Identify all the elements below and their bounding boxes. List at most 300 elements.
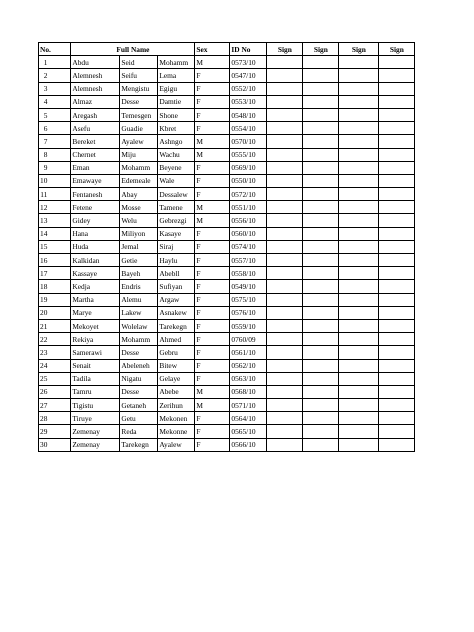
cell-sign-4 [379, 108, 415, 121]
cell-sex: F [195, 122, 230, 135]
cell-sign-3 [339, 254, 379, 267]
cell-grandfather-name: Tarekegn [158, 319, 195, 332]
cell-father-name: Guadie [120, 122, 158, 135]
cell-father-name: Reda [120, 425, 158, 438]
cell-first-name: Samerawi [71, 346, 120, 359]
header-row [39, 43, 415, 56]
cell-father-name: Temesgen [120, 108, 158, 121]
table-row [39, 240, 415, 253]
cell-sign-2 [303, 148, 339, 161]
cell-father-name: Miliyon [120, 227, 158, 240]
cell-sign-1 [267, 227, 303, 240]
cell-sign-4 [379, 201, 415, 214]
cell-first-name: Bereket [71, 135, 120, 148]
cell-sign-1 [267, 148, 303, 161]
cell-grandfather-name: Dessalew [158, 188, 195, 201]
cell-no: 27 [39, 399, 71, 412]
cell-father-name: Ayalew [120, 135, 158, 148]
cell-father-name: Mohamm [120, 161, 158, 174]
cell-grandfather-name: Tamene [158, 201, 195, 214]
cell-id-no: 0562/10 [230, 359, 267, 372]
cell-first-name: Eman [71, 161, 120, 174]
table-row [39, 108, 415, 121]
cell-sign-2 [303, 69, 339, 82]
cell-no: 23 [39, 346, 71, 359]
cell-id-no: 0552/10 [230, 82, 267, 95]
cell-sign-1 [267, 122, 303, 135]
cell-sign-2 [303, 412, 339, 425]
cell-father-name: Seid [120, 56, 158, 69]
cell-first-name: Chernet [71, 148, 120, 161]
cell-sign-3 [339, 412, 379, 425]
cell-id-no: 0568/10 [230, 385, 267, 398]
cell-father-name: Edemeale [120, 174, 158, 187]
cell-sex: F [195, 69, 230, 82]
cell-sign-2 [303, 108, 339, 121]
cell-sign-1 [267, 306, 303, 319]
cell-id-no: 0550/10 [230, 174, 267, 187]
cell-sign-1 [267, 161, 303, 174]
cell-father-name: Lakew [120, 306, 158, 319]
cell-sign-3 [339, 333, 379, 346]
cell-id-no: 0564/10 [230, 412, 267, 425]
cell-father-name: Seifu [120, 69, 158, 82]
table-row [39, 372, 415, 385]
table-row [39, 56, 415, 69]
cell-sign-3 [339, 135, 379, 148]
cell-sign-3 [339, 122, 379, 135]
cell-first-name: Tamru [71, 385, 120, 398]
cell-first-name: Kalkidan [71, 254, 120, 267]
cell-id-no: 0563/10 [230, 372, 267, 385]
table-row [39, 385, 415, 398]
table-row [39, 346, 415, 359]
cell-sign-2 [303, 385, 339, 398]
table-row [39, 280, 415, 293]
cell-no: 3 [39, 82, 71, 95]
table-row [39, 399, 415, 412]
cell-first-name: Tiruye [71, 412, 120, 425]
cell-sign-4 [379, 188, 415, 201]
table-row [39, 267, 415, 280]
cell-sign-1 [267, 346, 303, 359]
cell-id-no: 0555/10 [230, 148, 267, 161]
cell-sign-3 [339, 319, 379, 332]
cell-sign-2 [303, 188, 339, 201]
cell-sign-4 [379, 267, 415, 280]
cell-no: 17 [39, 267, 71, 280]
cell-sex: F [195, 267, 230, 280]
cell-sex: F [195, 293, 230, 306]
table-row [39, 425, 415, 438]
table-row [39, 188, 415, 201]
table-row [39, 293, 415, 306]
cell-sign-4 [379, 56, 415, 69]
cell-sign-1 [267, 319, 303, 332]
table-row [39, 412, 415, 425]
cell-no: 6 [39, 122, 71, 135]
cell-no: 11 [39, 188, 71, 201]
cell-sign-4 [379, 333, 415, 346]
cell-id-no: 0569/10 [230, 161, 267, 174]
cell-sign-1 [267, 359, 303, 372]
cell-sign-4 [379, 385, 415, 398]
cell-sign-1 [267, 95, 303, 108]
cell-sign-1 [267, 333, 303, 346]
cell-no: 1 [39, 56, 71, 69]
table-row [39, 82, 415, 95]
cell-id-no: 0561/10 [230, 346, 267, 359]
cell-sign-1 [267, 201, 303, 214]
cell-sign-3 [339, 385, 379, 398]
cell-sign-4 [379, 372, 415, 385]
cell-sign-4 [379, 280, 415, 293]
cell-sign-2 [303, 319, 339, 332]
cell-sign-4 [379, 254, 415, 267]
cell-sign-1 [267, 425, 303, 438]
table-body [39, 56, 415, 452]
cell-sign-3 [339, 214, 379, 227]
cell-father-name: Abay [120, 188, 158, 201]
header-sign-1: Sign [267, 43, 303, 56]
cell-grandfather-name: Mekonen [158, 412, 195, 425]
cell-grandfather-name: Wachu [158, 148, 195, 161]
cell-id-no: 0559/10 [230, 319, 267, 332]
cell-sign-1 [267, 280, 303, 293]
cell-first-name: Kassaye [71, 267, 120, 280]
cell-sex: F [195, 319, 230, 332]
cell-id-no: 0558/10 [230, 267, 267, 280]
cell-first-name: Almaz [71, 95, 120, 108]
cell-sign-2 [303, 240, 339, 253]
cell-grandfather-name: Ashngo [158, 135, 195, 148]
cell-sign-2 [303, 122, 339, 135]
cell-sex: F [195, 412, 230, 425]
cell-first-name: Gidey [71, 214, 120, 227]
cell-grandfather-name: Egigu [158, 82, 195, 95]
cell-grandfather-name: Abebe [158, 385, 195, 398]
cell-sign-4 [379, 227, 415, 240]
cell-sex: F [195, 95, 230, 108]
cell-id-no: 0557/10 [230, 254, 267, 267]
cell-id-no: 0556/10 [230, 214, 267, 227]
cell-no: 30 [39, 438, 71, 451]
cell-sex: F [195, 425, 230, 438]
cell-sign-3 [339, 240, 379, 253]
cell-sign-4 [379, 161, 415, 174]
cell-sex: M [195, 148, 230, 161]
cell-first-name: Kedja [71, 280, 120, 293]
cell-no: 25 [39, 372, 71, 385]
table-row [39, 359, 415, 372]
header-id-no: ID No [230, 43, 267, 56]
cell-father-name: Alemu [120, 293, 158, 306]
cell-grandfather-name: Kasaye [158, 227, 195, 240]
table-row [39, 161, 415, 174]
cell-no: 21 [39, 319, 71, 332]
cell-first-name: Zemenay [71, 438, 120, 451]
cell-sign-4 [379, 293, 415, 306]
cell-sign-2 [303, 333, 339, 346]
cell-father-name: Mengistu [120, 82, 158, 95]
cell-sign-2 [303, 161, 339, 174]
cell-sign-1 [267, 69, 303, 82]
cell-no: 15 [39, 240, 71, 253]
cell-sign-4 [379, 240, 415, 253]
cell-sign-2 [303, 227, 339, 240]
cell-sign-3 [339, 148, 379, 161]
cell-first-name: Marye [71, 306, 120, 319]
cell-sign-2 [303, 293, 339, 306]
cell-sex: M [195, 399, 230, 412]
cell-sex: F [195, 346, 230, 359]
cell-sign-2 [303, 82, 339, 95]
header-full-name: Full Name [71, 43, 195, 56]
cell-first-name: Abdu [71, 56, 120, 69]
cell-sign-3 [339, 438, 379, 451]
cell-sex: M [195, 135, 230, 148]
header-sign-3: Sign [339, 43, 379, 56]
cell-sign-3 [339, 227, 379, 240]
cell-sign-4 [379, 148, 415, 161]
cell-father-name: Miju [120, 148, 158, 161]
cell-sex: F [195, 82, 230, 95]
cell-grandfather-name: Lema [158, 69, 195, 82]
cell-sign-3 [339, 280, 379, 293]
attendance-table [38, 42, 415, 452]
cell-father-name: Endris [120, 280, 158, 293]
cell-sign-1 [267, 214, 303, 227]
cell-id-no: 0760/09 [230, 333, 267, 346]
cell-grandfather-name: Gebru [158, 346, 195, 359]
cell-no: 2 [39, 69, 71, 82]
cell-sign-1 [267, 399, 303, 412]
cell-no: 10 [39, 174, 71, 187]
cell-no: 20 [39, 306, 71, 319]
cell-first-name: Alemnesh [71, 82, 120, 95]
cell-sex: F [195, 254, 230, 267]
cell-sign-4 [379, 438, 415, 451]
cell-sign-3 [339, 161, 379, 174]
cell-sign-3 [339, 293, 379, 306]
cell-id-no: 0549/10 [230, 280, 267, 293]
cell-no: 14 [39, 227, 71, 240]
cell-grandfather-name: Beyene [158, 161, 195, 174]
cell-sex: F [195, 240, 230, 253]
cell-sign-1 [267, 174, 303, 187]
cell-first-name: Tigistu [71, 399, 120, 412]
cell-sex: F [195, 174, 230, 187]
cell-father-name: Wolelaw [120, 319, 158, 332]
cell-no: 28 [39, 412, 71, 425]
cell-father-name: Getie [120, 254, 158, 267]
cell-grandfather-name: Haylu [158, 254, 195, 267]
cell-first-name: Fentanesh [71, 188, 120, 201]
cell-sign-3 [339, 346, 379, 359]
cell-sex: F [195, 108, 230, 121]
cell-id-no: 0572/10 [230, 188, 267, 201]
cell-grandfather-name: Wale [158, 174, 195, 187]
cell-sign-1 [267, 240, 303, 253]
cell-sign-4 [379, 425, 415, 438]
cell-sign-4 [379, 412, 415, 425]
cell-sign-3 [339, 69, 379, 82]
cell-grandfather-name: Zerihun [158, 399, 195, 412]
table-row [39, 319, 415, 332]
cell-sign-2 [303, 174, 339, 187]
cell-sign-1 [267, 135, 303, 148]
cell-sign-1 [267, 293, 303, 306]
cell-sign-3 [339, 56, 379, 69]
cell-sign-3 [339, 95, 379, 108]
cell-id-no: 0553/10 [230, 95, 267, 108]
header-sign-2: Sign [303, 43, 339, 56]
cell-sign-3 [339, 201, 379, 214]
cell-father-name: Abeleneh [120, 359, 158, 372]
cell-sign-2 [303, 346, 339, 359]
cell-sign-2 [303, 425, 339, 438]
cell-id-no: 0551/10 [230, 201, 267, 214]
cell-sex: M [195, 214, 230, 227]
cell-father-name: Desse [120, 95, 158, 108]
cell-sex: F [195, 161, 230, 174]
cell-sign-2 [303, 438, 339, 451]
cell-sign-4 [379, 122, 415, 135]
cell-first-name: Emawaye [71, 174, 120, 187]
cell-grandfather-name: Asnakew [158, 306, 195, 319]
cell-sex: F [195, 227, 230, 240]
cell-father-name: Welu [120, 214, 158, 227]
cell-sign-1 [267, 82, 303, 95]
table-row [39, 214, 415, 227]
cell-sign-2 [303, 201, 339, 214]
cell-sign-1 [267, 267, 303, 280]
cell-sign-4 [379, 346, 415, 359]
cell-father-name: Tarekegn [120, 438, 158, 451]
cell-no: 16 [39, 254, 71, 267]
cell-sign-3 [339, 188, 379, 201]
cell-father-name: Desse [120, 346, 158, 359]
cell-first-name: Asefu [71, 122, 120, 135]
cell-sign-2 [303, 359, 339, 372]
cell-father-name: Nigatu [120, 372, 158, 385]
cell-grandfather-name: Gelaye [158, 372, 195, 385]
cell-first-name: Alemnesh [71, 69, 120, 82]
cell-sign-3 [339, 425, 379, 438]
cell-sign-3 [339, 267, 379, 280]
cell-id-no: 0547/10 [230, 69, 267, 82]
cell-sign-2 [303, 135, 339, 148]
cell-id-no: 0570/10 [230, 135, 267, 148]
cell-no: 7 [39, 135, 71, 148]
cell-id-no: 0574/10 [230, 240, 267, 253]
header-sex: Sex [195, 43, 230, 56]
cell-sign-2 [303, 306, 339, 319]
cell-sign-4 [379, 306, 415, 319]
table-row [39, 333, 415, 346]
cell-first-name: Hana [71, 227, 120, 240]
cell-sign-1 [267, 385, 303, 398]
cell-father-name: Bayeh [120, 267, 158, 280]
table-row [39, 95, 415, 108]
cell-no: 4 [39, 95, 71, 108]
cell-first-name: Aregash [71, 108, 120, 121]
cell-sign-4 [379, 95, 415, 108]
cell-first-name: Huda [71, 240, 120, 253]
cell-sex: F [195, 188, 230, 201]
cell-no: 5 [39, 108, 71, 121]
cell-sign-2 [303, 372, 339, 385]
header-sign-4: Sign [379, 43, 415, 56]
table-row [39, 254, 415, 267]
cell-grandfather-name: Gebrezgi [158, 214, 195, 227]
cell-sign-4 [379, 319, 415, 332]
cell-sex: F [195, 280, 230, 293]
cell-no: 19 [39, 293, 71, 306]
cell-sign-4 [379, 174, 415, 187]
cell-sex: F [195, 359, 230, 372]
cell-sign-3 [339, 174, 379, 187]
cell-father-name: Mohamm [120, 333, 158, 346]
cell-sex: M [195, 56, 230, 69]
table-row [39, 174, 415, 187]
header-no: No. [39, 43, 71, 56]
cell-grandfather-name: Ahmed [158, 333, 195, 346]
cell-id-no: 0571/10 [230, 399, 267, 412]
cell-sign-4 [379, 69, 415, 82]
cell-sign-1 [267, 254, 303, 267]
cell-first-name: Zemenay [71, 425, 120, 438]
table-row [39, 201, 415, 214]
cell-sign-2 [303, 267, 339, 280]
cell-sign-1 [267, 108, 303, 121]
cell-no: 18 [39, 280, 71, 293]
cell-sign-3 [339, 306, 379, 319]
cell-id-no: 0565/10 [230, 425, 267, 438]
cell-sign-1 [267, 412, 303, 425]
cell-sign-2 [303, 280, 339, 293]
cell-first-name: Senait [71, 359, 120, 372]
cell-id-no: 0554/10 [230, 122, 267, 135]
cell-father-name: Desse [120, 385, 158, 398]
cell-first-name: Martha [71, 293, 120, 306]
cell-id-no: 0548/10 [230, 108, 267, 121]
cell-sign-4 [379, 359, 415, 372]
cell-sign-2 [303, 254, 339, 267]
cell-sign-3 [339, 108, 379, 121]
cell-sign-1 [267, 56, 303, 69]
cell-sex: F [195, 372, 230, 385]
cell-grandfather-name: Bitew [158, 359, 195, 372]
cell-sign-4 [379, 214, 415, 227]
cell-grandfather-name: Shone [158, 108, 195, 121]
cell-first-name: Tadila [71, 372, 120, 385]
cell-grandfather-name: Ayalew [158, 438, 195, 451]
cell-grandfather-name: Siraj [158, 240, 195, 253]
cell-sign-2 [303, 214, 339, 227]
cell-father-name: Getu [120, 412, 158, 425]
cell-no: 26 [39, 385, 71, 398]
table-row [39, 148, 415, 161]
cell-first-name: Rekiya [71, 333, 120, 346]
cell-no: 8 [39, 148, 71, 161]
cell-grandfather-name: Mekonne [158, 425, 195, 438]
cell-sign-3 [339, 82, 379, 95]
cell-no: 13 [39, 214, 71, 227]
table-row [39, 69, 415, 82]
cell-sign-4 [379, 82, 415, 95]
cell-sign-4 [379, 399, 415, 412]
